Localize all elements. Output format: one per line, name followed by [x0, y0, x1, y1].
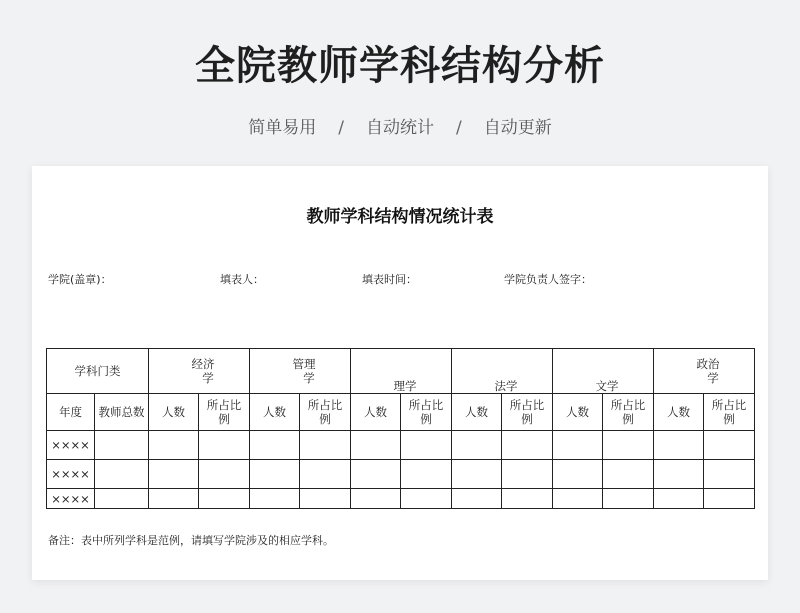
tagline-separator: / [456, 118, 462, 138]
table-row [47, 460, 755, 489]
data-cell[interactable] [300, 489, 351, 509]
subject-header-politics: 政治 学 [654, 349, 755, 394]
page-title: 全院教师学科结构分析 [195, 43, 605, 89]
tagline-item: 自动统计 [366, 118, 434, 138]
data-cell[interactable] [199, 460, 250, 489]
count-header: 人数 [149, 394, 199, 431]
subject-header-science: 理学 [351, 349, 452, 394]
tagline-item: 自动更新 [483, 118, 552, 138]
meta-filler: 填表人： [220, 273, 264, 286]
data-cell[interactable] [654, 431, 704, 460]
data-cell[interactable] [95, 460, 149, 489]
data-cell[interactable] [351, 489, 401, 509]
data-cell[interactable] [95, 431, 149, 460]
data-cell[interactable] [199, 489, 250, 509]
ratio-header: 所占比 例 [401, 394, 452, 431]
data-cell[interactable] [351, 431, 401, 460]
count-header: 人数 [654, 394, 704, 431]
data-cell[interactable] [654, 489, 704, 509]
count-header: 人数 [452, 394, 502, 431]
data-cell[interactable] [502, 489, 553, 509]
tagline [0, 113, 800, 138]
subject-header-literature: 文学 [553, 349, 654, 394]
sheet-title: 教师学科结构情况统计表 [306, 207, 494, 227]
data-cell[interactable] [401, 460, 452, 489]
data-cell[interactable] [351, 460, 401, 489]
data-cell[interactable] [452, 431, 502, 460]
data-cell[interactable] [300, 460, 351, 489]
year-cell[interactable]: ×××× [47, 460, 95, 489]
data-cell[interactable] [149, 489, 199, 509]
data-cell[interactable] [149, 460, 199, 489]
data-cell[interactable] [654, 460, 704, 489]
data-cell[interactable] [603, 460, 654, 489]
count-header: 人数 [553, 394, 603, 431]
year-cell[interactable]: ×××× [47, 489, 95, 509]
year-header: 年度 [47, 394, 95, 431]
data-cell[interactable] [250, 460, 300, 489]
data-cell[interactable] [553, 489, 603, 509]
data-cell[interactable] [502, 460, 553, 489]
meta-college-seal: 学院(盖章)： [48, 273, 112, 286]
table-row [47, 431, 755, 460]
data-cell[interactable] [149, 431, 199, 460]
footnote: 备注：表中所列学科是范例，请填写学院涉及的相应学科。 [48, 534, 334, 547]
year-cell[interactable]: ×××× [47, 431, 95, 460]
meta-fill-time: 填表时间： [362, 273, 417, 286]
table-subheader-row [47, 394, 755, 431]
data-cell[interactable] [553, 431, 603, 460]
data-cell[interactable] [401, 431, 452, 460]
data-cell[interactable] [502, 431, 553, 460]
data-cell[interactable] [199, 431, 250, 460]
data-cell[interactable] [452, 489, 502, 509]
ratio-header: 所占比 例 [300, 394, 351, 431]
table-row [47, 489, 755, 509]
data-cell[interactable] [250, 431, 300, 460]
data-cell[interactable] [704, 460, 755, 489]
subject-header-law: 法学 [452, 349, 553, 394]
data-cell[interactable] [704, 431, 755, 460]
total-teachers-header: 教师总数 [95, 394, 149, 431]
form-sheet [32, 166, 768, 580]
tagline-item: 简单易用 [248, 118, 317, 138]
data-cell[interactable] [401, 489, 452, 509]
statistics-table [46, 348, 755, 509]
data-cell[interactable] [452, 460, 502, 489]
data-cell[interactable] [704, 489, 755, 509]
ratio-header: 所占比 例 [603, 394, 654, 431]
count-header: 人数 [250, 394, 300, 431]
data-cell[interactable] [250, 489, 300, 509]
data-cell[interactable] [300, 431, 351, 460]
ratio-header: 所占比 例 [704, 394, 755, 431]
table-header-row [47, 349, 755, 394]
corner-cell: 学科门类 [47, 349, 149, 394]
tagline-separator: / [338, 118, 344, 138]
ratio-header: 所占比 例 [502, 394, 553, 431]
ratio-header: 所占比 例 [199, 394, 250, 431]
data-cell[interactable] [95, 489, 149, 509]
subject-header-management: 管理 学 [250, 349, 351, 394]
data-cell[interactable] [603, 489, 654, 509]
meta-leader-signature: 学院负责人签字： [504, 273, 592, 286]
data-cell[interactable] [603, 431, 654, 460]
subject-header-economics: 经济 学 [149, 349, 250, 394]
count-header: 人数 [351, 394, 401, 431]
data-cell[interactable] [553, 460, 603, 489]
